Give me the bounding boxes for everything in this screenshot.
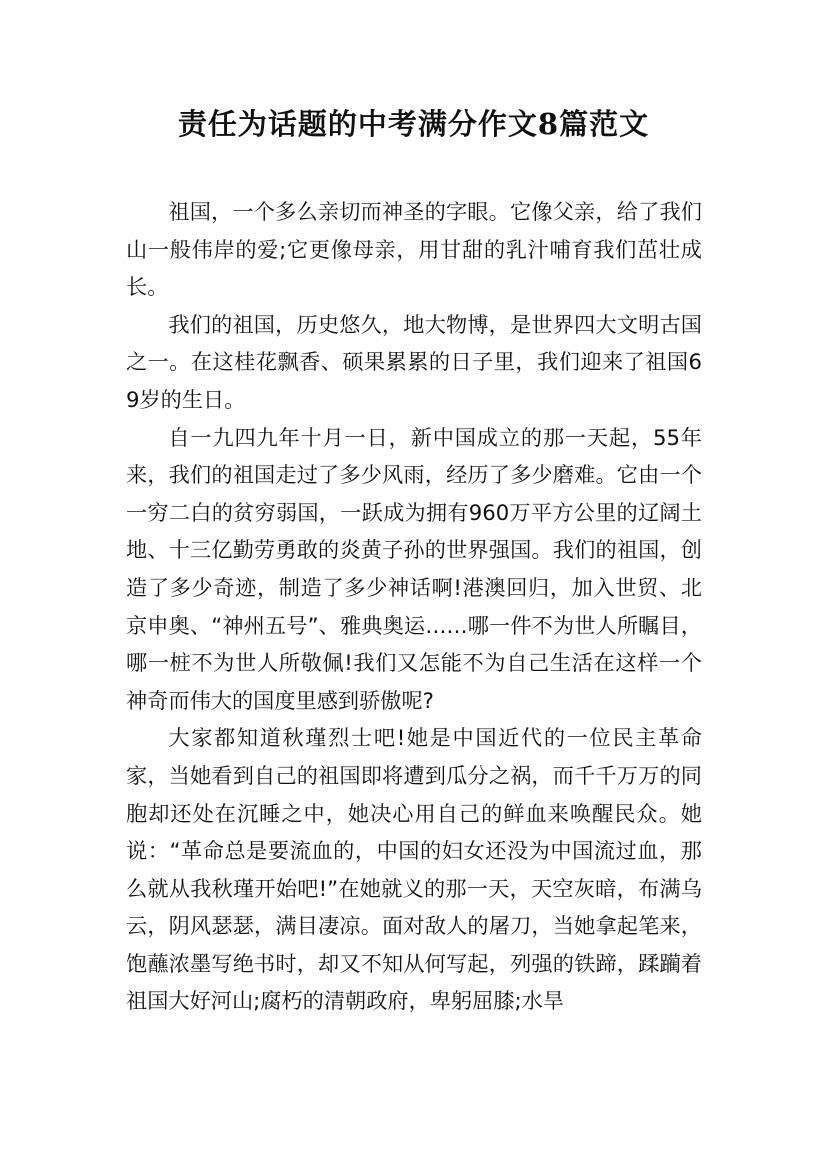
paragraph-2: 我们的祖国，历史悠久，地大物博，是世界四大文明古国之一。在这桂花飘香、硕果累累的日子里，我们迎来了祖国69岁的生日。: [126, 311, 702, 412]
paragraph-1: 祖国，一个多么亲切而神圣的字眼。它像父亲，给了我们山一般伟岸的爱;它更像母亲，用甘甜的乳汁哺育我们茁壮成长。: [126, 199, 702, 300]
document-body: [126, 193, 702, 1020]
paragraph-3: 自一九四九年十月一日，新中国成立的那一天起，55年来，我们的祖国走过了多少风雨，经历了多少磨难。它由一个一穷二白的贫穷弱国，一跃成为拥有960万平方公里的辽阔土地、十三亿勤劳勇敢的炎黄子孙的世界强国。我们的祖国，创造了多少奇迹，制造了多少神话啊!港澳回归，加入世贸、北京申奥、“神州五号”、雅典奥运……哪一件不为世人所瞩目，哪一桩不为世人所敬佩!我们又怎能不为自己生活在这样一个神奇而伟大的国度里感到骄傲呢?: [126, 424, 702, 713]
paragraph-4: 大家都知道秋瑾烈士吧!她是中国近代的一位民主革命家，当她看到自己的祖国即将遭到瓜分之祸，而千千万万的同胞却还处在沉睡之中，她决心用自己的鲜血来唤醒民众。她说：“革命总是要流血的，中国的妇女还没为中国流过血，那么就从我秋瑾开始吧!”在她就义的那一天，天空灰暗，布满乌云，阴风瑟瑟，满目凄凉。面对敌人的屠刀，当她拿起笔来，饱蘸浓墨写绝书时，却又不知从何写起，列强的铁蹄，蹂躏着祖国大好河山;腐朽的清朝政府，卑躬屈膝;水旱: [126, 725, 702, 1014]
document-title: 责任为话题的中考满分作文8篇范文: [177, 107, 650, 141]
